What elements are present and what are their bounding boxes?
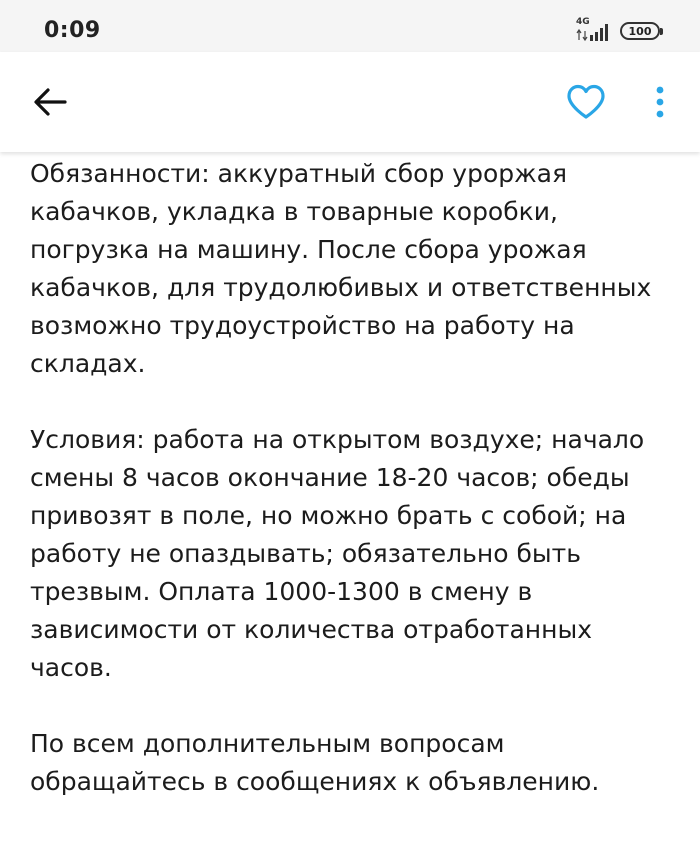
ad-description <box>30 155 680 839</box>
heart-outline-icon <box>566 84 606 120</box>
battery-icon <box>620 22 660 40</box>
status-bar <box>0 0 700 52</box>
network-type-label: 4G <box>576 17 590 27</box>
arrow-back-icon <box>32 86 68 118</box>
battery-nub <box>660 28 663 35</box>
app-bar <box>0 52 700 152</box>
status-indicators <box>574 17 660 42</box>
signal-icon <box>574 17 612 42</box>
back-button[interactable] <box>32 86 68 118</box>
favorite-button[interactable] <box>566 84 606 120</box>
description-paragraph-conditions: Условия: работа на открытом воздухе; начало смены 8 часов окончание 18-20 часов; обеды привозят в поле, но можно брать с собой; на работу не опаздывать; обязательно быть трезвым. Оплата 1000-1300 в смену в зависимости от количества отработанных часов. <box>30 425 645 682</box>
battery-level: 100 <box>628 24 652 38</box>
description-paragraph-duties: Обязанности: аккуратный сбор уроржая кабачков, укладка в товарные коробки, погрузка на машину. После сбора урожая кабачков, для трудолюбивых и ответственных возможно трудоустройство на работу на складах. <box>30 159 652 378</box>
description-paragraph-contact: По всем дополнительным вопросам обращайтесь в сообщениях к объявлению. <box>30 729 600 796</box>
more-options-button[interactable] <box>650 84 670 120</box>
more-vertical-icon <box>650 84 670 120</box>
status-time: 0:09 <box>44 18 101 43</box>
